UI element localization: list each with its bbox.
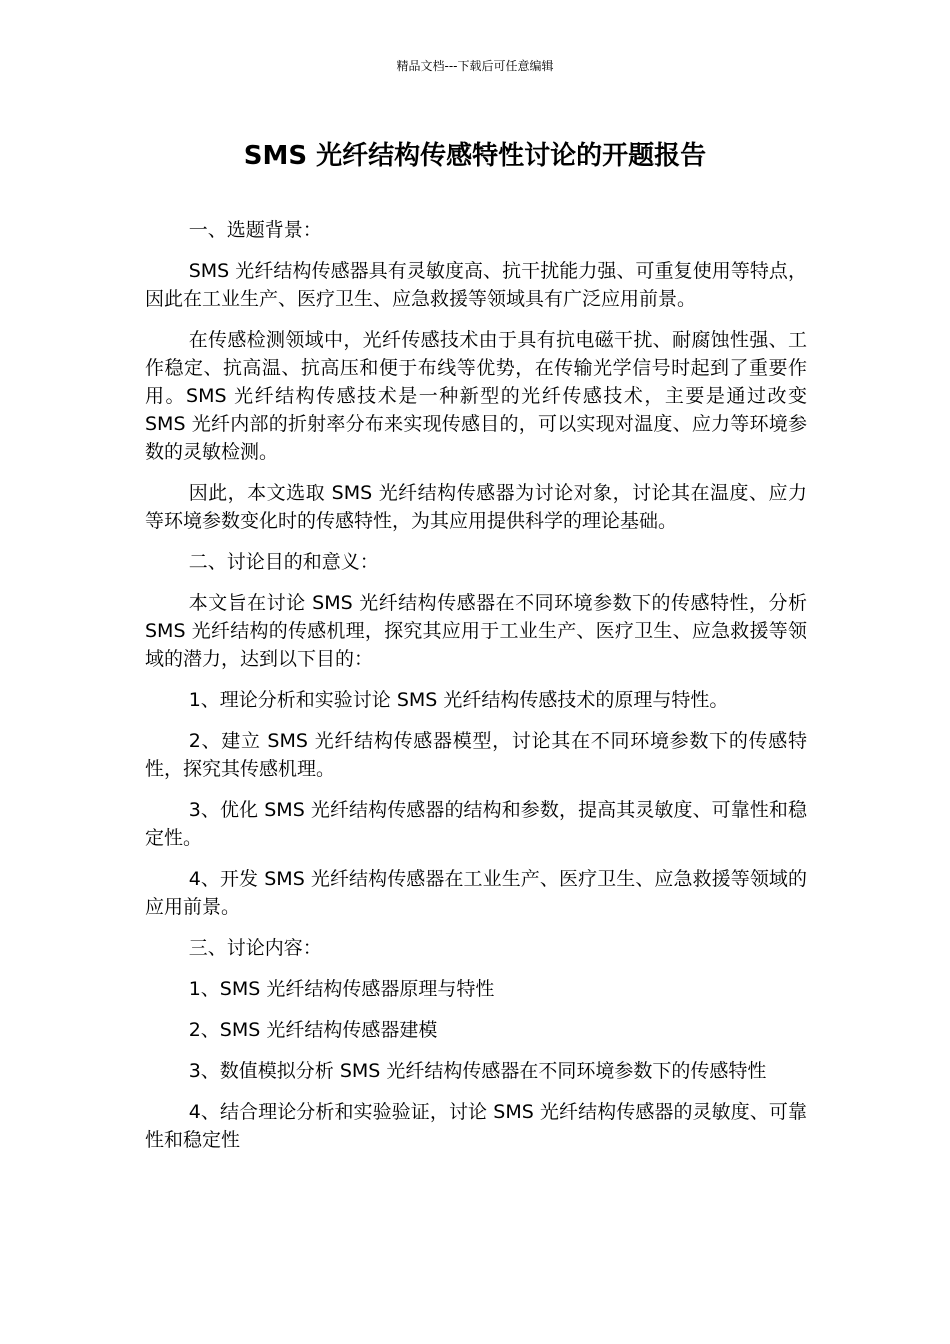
section-heading-content: 三、讨论内容： [188,937,322,959]
paragraph-background-3: 因此，本文选取 SMS 光纤结构传感器为讨论对象，讨论其在温度、应力等环境参数变化时的传感特性，为其应用提供科学的理论基础。 [145,482,807,532]
list-item-content-1: 1、SMS 光纤结构传感器原理与特性 [188,978,495,1000]
paragraph-background-1: SMS 光纤结构传感器具有灵敏度高、抗干扰能力强、可重复使用等特点，因此在工业生产、医疗卫生、应急救援等领域具有广泛应用前景。 [145,260,807,310]
list-item-content-4: 4、结合理论分析和实验验证，讨论 SMS 光纤结构传感器的灵敏度、可靠性和稳定性 [145,1101,807,1151]
section-heading-background: 一、选题背景： [188,219,322,241]
list-item-purpose-4: 4、开发 SMS 光纤结构传感器在工业生产、医疗卫生、应急救援等领域的应用前景。 [145,868,807,918]
page-header: 精品文档---下载后可任意编辑 [396,59,554,73]
list-item-purpose-3: 3、优化 SMS 光纤结构传感器的结构和参数，提高其灵敏度、可靠性和稳定性。 [145,799,807,849]
list-item-purpose-1: 1、理论分析和实验讨论 SMS 光纤结构传感技术的原理与特性。 [188,689,729,711]
list-item-content-2: 2、SMS 光纤结构传感器建模 [188,1019,438,1041]
section-heading-purpose: 二、讨论目的和意义： [188,551,379,573]
paragraph-background-2: 在传感检测领域中，光纤传感技术由于具有抗电磁干扰、耐腐蚀性强、工作稳定、抗高温、抗高压和便于布线等优势，在传输光学信号时起到了重要作用。SMS 光纤结构传感技术是一种新型的光纤传感技术，主要是通过改变 SMS 光纤内部的折射率分布来实现传感目的，可以实现对温度、应力等环境参数的灵敏检测。 [145,329,807,463]
document-body [145,216,807,1167]
document-title: SMS 光纤结构传感特性讨论的开题报告 [243,141,707,171]
list-item-purpose-2: 2、建立 SMS 光纤结构传感器模型，讨论其在不同环境参数下的传感特性，探究其传感机理。 [145,730,807,780]
paragraph-purpose-intro: 本文旨在讨论 SMS 光纤结构传感器在不同环境参数下的传感特性，分析 SMS 光纤结构的传感机理，探究其应用于工业生产、医疗卫生、应急救援等领域的潜力，达到以下目的： [145,592,807,670]
list-item-content-3: 3、数值模拟分析 SMS 光纤结构传感器在不同环境参数下的传感特性 [188,1060,767,1082]
